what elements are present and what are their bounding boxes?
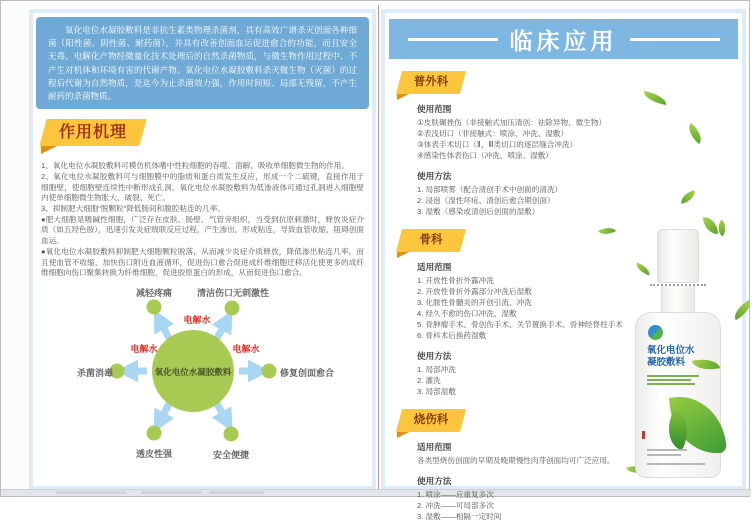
text-line: ②表浅切口（非接触式：喷涂、冲洗、湿敷） [417,129,569,138]
section-orthopedics [385,217,742,397]
text-line: 3. 局部湿敷 [417,387,456,396]
table-edge-segment [141,491,201,494]
text-line: ③体表手术切口（Ⅱ、Ⅲ类切口的逐层缝合冲洗） [417,140,578,149]
text-line: ①皮肤碾挫伤（非接触式加压清创：祛除异物、微生物） [417,118,607,127]
text-line: 2. 开放性骨折外露部分冲洗后湿敷 [417,287,532,296]
benefits-diagram [33,282,372,472]
scope-block [417,441,649,466]
section-ribbon [399,229,463,252]
bottle-label-line1: 氧化电位水 [647,345,695,356]
block-lines [417,184,649,217]
ribbon-fold [41,146,57,154]
electrolyzed-water-label: 电解水 [130,343,158,354]
section-ribbon [399,409,463,432]
electrolyzed-water-label: 电解水 [232,343,260,354]
clinical-application-header [389,19,738,59]
bottle-label-line2: 凝胶敷料 [647,357,686,368]
ribbon-fold [397,94,409,100]
text-line: 1. 开放性骨折外露冲洗 [417,276,494,285]
mechanism-item: 2、氧化电位水凝胶敷料可与细胞膜中的脂质和蛋白质发生反应，形成一个二硫键，直接作用于细胞壁，使细胞壁连续性中断形成孔洞。氧化电位水凝胶敷料为低渗液体可通过孔洞进入细胞壁内使单细胞微生物胀大、破裂、死亡。 [41,171,364,203]
diagram-node-label: 修复创面愈合 [280,367,335,378]
ribbon-fold [397,252,409,258]
mechanism-item: ●肥大细胞是嗜碱性细胞，广泛存在皮肤、肠壁、气管旁组织，当受到抗原刺激时，释放炎症介质（如五羟色胺），迅速引发炎症级联反应过程，产生渗出，形成粘连，导致血管收缩，阻碍创面血运。 [41,214,364,246]
section-tag-label: 骨科 [419,234,443,246]
mechanism-item: 1、氧化电位水凝胶敷料可模仿机体嗜中性粒细胞的吞噬、溶解、吸收单细胞微生物的作用。 [41,161,349,171]
diagram-node-label: 透皮性强 [135,448,172,459]
block-heading: 适用范围 [417,262,452,272]
text-line: 2. 浸泡（湿性坏疽、清创后愈合期创面） [417,196,555,205]
block-heading: 使用范围 [417,104,452,114]
method-block [417,350,649,397]
page-left [29,9,376,490]
mechanism-item: 3、抑制肥大细胞“脱颗粒”降低肠间和腹腔粘连的几率。 [41,204,225,214]
table-edge-segment [209,491,264,494]
block-heading: 使用方法 [417,351,452,361]
block-lines [417,489,649,522]
method-block [417,170,649,217]
text-line: 3. 湿敷——相隔一定时间 [417,512,502,521]
section-tag-label: 普外科 [413,76,449,88]
ribbon-fold [397,432,409,438]
text-line: 3. 化脓性骨髓炎的开创引流、冲洗 [417,298,532,307]
block-lines [417,364,649,397]
section-ribbon [399,71,463,94]
text-line: 各类型烧伤创面的早期及晚期慢性肉芽创面均可广泛应用。 [417,456,615,465]
text-line: 1. 局部冲洗 [417,365,456,374]
text-line: 2. 灌洗 [417,376,441,385]
page-fold-line [378,5,379,489]
header-dash-left [408,38,498,41]
section-general-surgery [385,59,742,217]
text-line: 1. 局部喷雾（配合清创手术中创面的清洗） [417,185,563,194]
block-lines [417,455,649,466]
section-tag-label: 烧伤科 [413,414,449,426]
diagram-node-label: 减轻疼痛 [135,287,172,298]
mechanism-title: 作用机理 [58,124,127,142]
scope-block [417,103,649,161]
diagram-node-label: 安全便捷 [212,449,249,460]
method-block [417,475,649,522]
text-line: 6. 骨科术后换药湿敷 [417,331,487,340]
text-line: 4. 经久不愈的伤口冲洗、湿敷 [417,309,517,318]
diagram-node-label: 杀菌消毒 [76,367,113,378]
intro-text: 氧化电位水凝胶敷料是非抗生素类物理杀菌剂，具有高效广谱杀灭创面各种细菌（阳性菌、阴性菌、耐药菌），并具有改善创面血运促进愈合的功能，而且安全无毒。电解化产物经微量化技术处理后的自然杀菌物质，与微生物作用过程中、不产生对机体和环境有害的代谢产物。氧化电位水凝胶敷料杀灭微生物（灭菌）的过程后代谢为自然物质，是迄今为止杀菌效力强，作用时间短、局部无残留，不产生耐药的杀菌物质。 [48,25,357,102]
text-line: 1. 喷涂——应重复多次 [417,490,494,499]
diagram-node-label: 清洁伤口无刺激性 [196,287,269,298]
text-line: 5. 骨肿瘤手术、骨创伤手术、关节置换手术、骨神经脊柱手术 [417,320,623,329]
page-title: 临床应用 [509,27,618,54]
text-line: 2. 冲洗——可局部多次 [417,501,494,510]
block-heading: 使用方法 [417,171,452,181]
header-dash-right [630,38,720,41]
scope-block [417,261,649,341]
block-lines [417,117,649,161]
intro-box [36,17,369,109]
section-burn-department [385,397,742,522]
mechanism-item: ●氧化电位水凝胶敷料抑制肥大细胞颗粒脱落，从而减少炎症介质释放，降低渗出粘连几率，而且使血管不收缩，加快伤口附近血液循环，促进伤口愈合促进成纤维细胞迁移活化使更多的成纤维细胞向伤口聚集转换为纤维细胞，促进胶原蛋白的形成，从而促进伤口愈合。 [41,246,364,278]
mechanism-text [41,161,364,279]
text-line: 3. 湿敷（感染或清创后创面的湿敷） [417,207,540,216]
text-line: ④感染性体表伤口（冲洗、喷涂、湿敷） [417,151,553,160]
mechanism-ribbon [43,119,143,146]
electrolyzed-water-label: 电解水 [183,314,211,325]
block-lines [417,275,649,341]
diagram-center-label: 氧化电位水凝胶敷料 [154,366,232,377]
block-heading: 适用范围 [417,442,452,452]
page-right [381,9,746,521]
block-heading: 使用方法 [417,476,452,486]
table-edge-segment [56,491,126,494]
